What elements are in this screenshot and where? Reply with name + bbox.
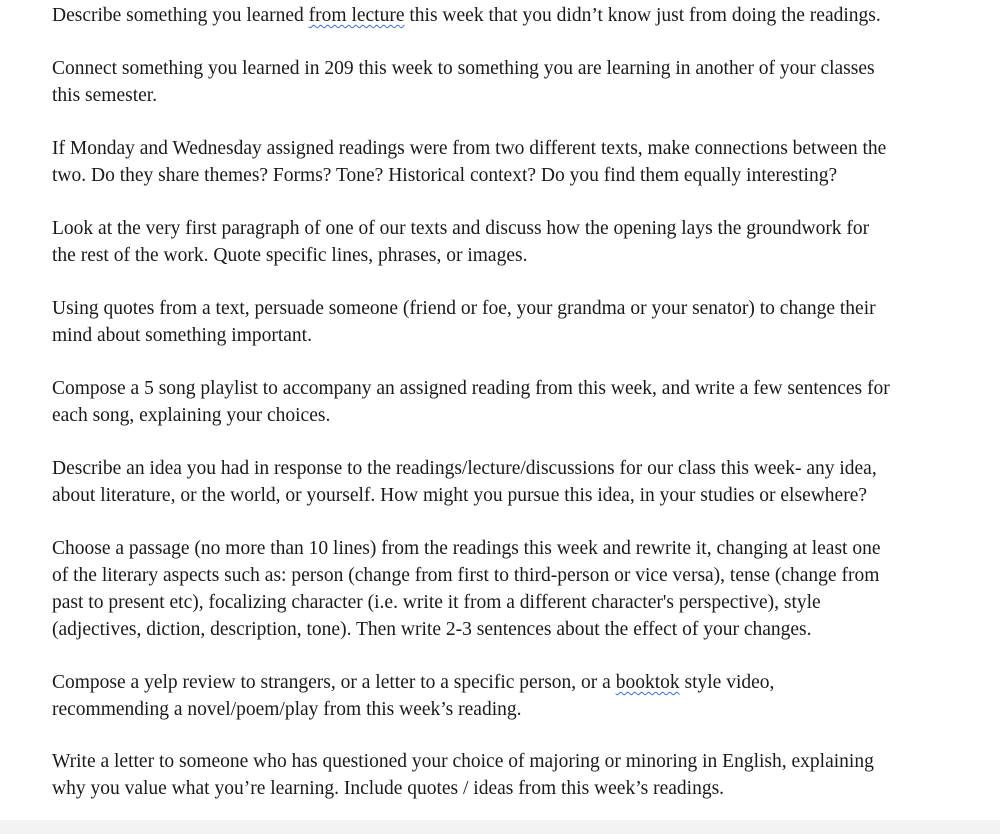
prompt-4: [52, 215, 932, 269]
prompt-line: two. Do they share themes? Forms? Tone? Historical context? Do you find them equally interesting?: [52, 165, 838, 186]
prompt-line: this semester.: [52, 85, 158, 106]
prompt-1: [52, 2, 932, 29]
prompt-line: of the literary aspects such as: person (change from first to third-person or vice versa), tense (change from: [52, 565, 880, 586]
prompt-text: style video,: [679, 672, 775, 693]
prompt-line: If Monday and Wednesday assigned readings were from two different texts, make connections between the: [52, 138, 887, 159]
prompt-6: [52, 375, 932, 429]
prompt-text: this week that you didn’t know just from doing the readings.: [404, 5, 881, 26]
prompt-line: Write a letter to someone who has questioned your choice of majoring or minoring in English, explaining: [52, 751, 874, 772]
prompt-line: Compose a 5 song playlist to accompany an assigned reading from this week, and write a few sentences for: [52, 378, 890, 399]
page-bottom-edge: [0, 820, 1000, 834]
prompt-line: Choose a passage (no more than 10 lines) from the readings this week and rewrite it, changing at least one: [52, 538, 881, 559]
prompt-line: (adjectives, diction, description, tone). Then write 2-3 sentences about the effect of your changes.: [52, 619, 812, 640]
prompt-line: Connect something you learned in 209 this week to something you are learning in another of your classes: [52, 58, 875, 79]
spellcheck-flagged-text[interactable]: from lecture: [308, 5, 405, 26]
prompt-line: mind about something important.: [52, 325, 312, 346]
prompt-line: about literature, or the world, or yourself. How might you pursue this idea, in your studies or elsewhere?: [52, 485, 868, 506]
prompt-line: the rest of the work. Quote specific lines, phrases, or images.: [52, 245, 528, 266]
prompt-line: [52, 669, 932, 696]
prompt-line: past to present etc), focalizing character (i.e. write it from a different character's perspective), style: [52, 592, 821, 613]
prompt-line: recommending a novel/poem/play from this week’s reading.: [52, 699, 522, 720]
prompt-10: [52, 748, 932, 802]
prompt-line: Describe an idea you had in response to the readings/lecture/discussions for our class this week- any idea,: [52, 458, 877, 479]
spellcheck-flagged-text[interactable]: booktok: [615, 672, 680, 693]
prompt-3: [52, 135, 932, 189]
prompt-line: Using quotes from a text, persuade someone (friend or foe, your grandma or your senator) to change their: [52, 298, 876, 319]
prompt-5: [52, 295, 932, 349]
prompt-line: why you value what you’re learning. Include quotes / ideas from this week’s readings.: [52, 778, 725, 799]
prompt-9: [52, 669, 932, 723]
prompt-line: [52, 2, 932, 29]
prompt-2: [52, 55, 932, 109]
prompt-7: [52, 455, 932, 509]
prompt-text: Compose a yelp review to strangers, or a letter to a specific person, or a: [52, 672, 616, 693]
prompt-line: Look at the very first paragraph of one of our texts and discuss how the opening lays the groundwork for: [52, 218, 870, 239]
prompt-line: each song, explaining your choices.: [52, 405, 331, 426]
prompt-8: [52, 535, 932, 643]
prompt-text: Describe something you learned: [52, 5, 309, 26]
